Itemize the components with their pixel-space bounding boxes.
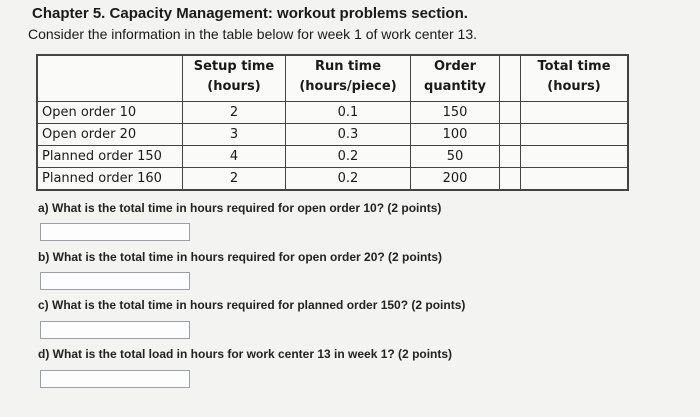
setup-time-cell: 2 [183,168,286,191]
column-header-blank [37,55,183,102]
gap-cell [500,124,521,146]
header-line: Run time [314,59,382,74]
answer-a-input[interactable] [40,223,190,241]
table-header-row [37,55,628,102]
header-line: (hours/piece) [299,79,397,94]
total-time-cell [521,102,629,124]
gap-cell [500,168,521,191]
answer-c-input[interactable] [40,321,190,339]
column-header-gap [500,55,521,102]
run-time-cell: 0.2 [286,146,411,168]
column-header-total-time [521,55,629,102]
header-line: Total time [537,59,611,74]
total-time-cell [521,146,629,168]
header-line: (hours) [207,79,261,94]
column-header-setup-time [183,55,286,102]
table-row [37,102,628,124]
order-quantity-cell: 50 [411,146,500,168]
column-header-run-time [286,55,411,102]
question-a: a) What is the total time in hours required for open order 10? (2 points) [38,201,442,215]
header-line: (hours) [547,79,601,94]
table-row [37,146,628,168]
setup-time-cell: 2 [183,102,286,124]
setup-time-cell: 3 [183,124,286,146]
page-title: Chapter 5. Capacity Management: workout problems section. [32,5,468,22]
order-quantity-cell: 150 [411,102,500,124]
row-label: Planned order 150 [37,146,183,168]
question-c: c) What is the total time in hours required for planned order 150? (2 points) [38,298,466,312]
answer-b-input[interactable] [40,272,190,290]
gap-cell [500,146,521,168]
capacity-table [36,54,629,191]
total-time-cell [521,168,629,191]
table-row [37,168,628,191]
run-time-cell: 0.3 [286,124,411,146]
header-line: Setup time [193,59,275,74]
total-time-cell [521,124,629,146]
row-label: Open order 20 [37,124,183,146]
setup-time-cell: 4 [183,146,286,168]
header-line: Order [434,59,476,74]
run-time-cell: 0.1 [286,102,411,124]
page-subtitle: Consider the information in the table below for week 1 of work center 13. [28,26,478,42]
run-time-cell: 0.2 [286,168,411,191]
row-label: Planned order 160 [37,168,183,191]
table-row [37,124,628,146]
order-quantity-cell: 100 [411,124,500,146]
row-label: Open order 10 [37,102,183,124]
header-line: quantity [424,79,486,94]
question-b: b) What is the total time in hours required for open order 20? (2 points) [38,250,443,264]
column-header-order-quantity [411,55,500,102]
answer-d-input[interactable] [40,370,190,388]
question-d: d) What is the total load in hours for work center 13 in week 1? (2 points) [38,347,453,361]
order-quantity-cell: 200 [411,168,500,191]
gap-cell [500,102,521,124]
